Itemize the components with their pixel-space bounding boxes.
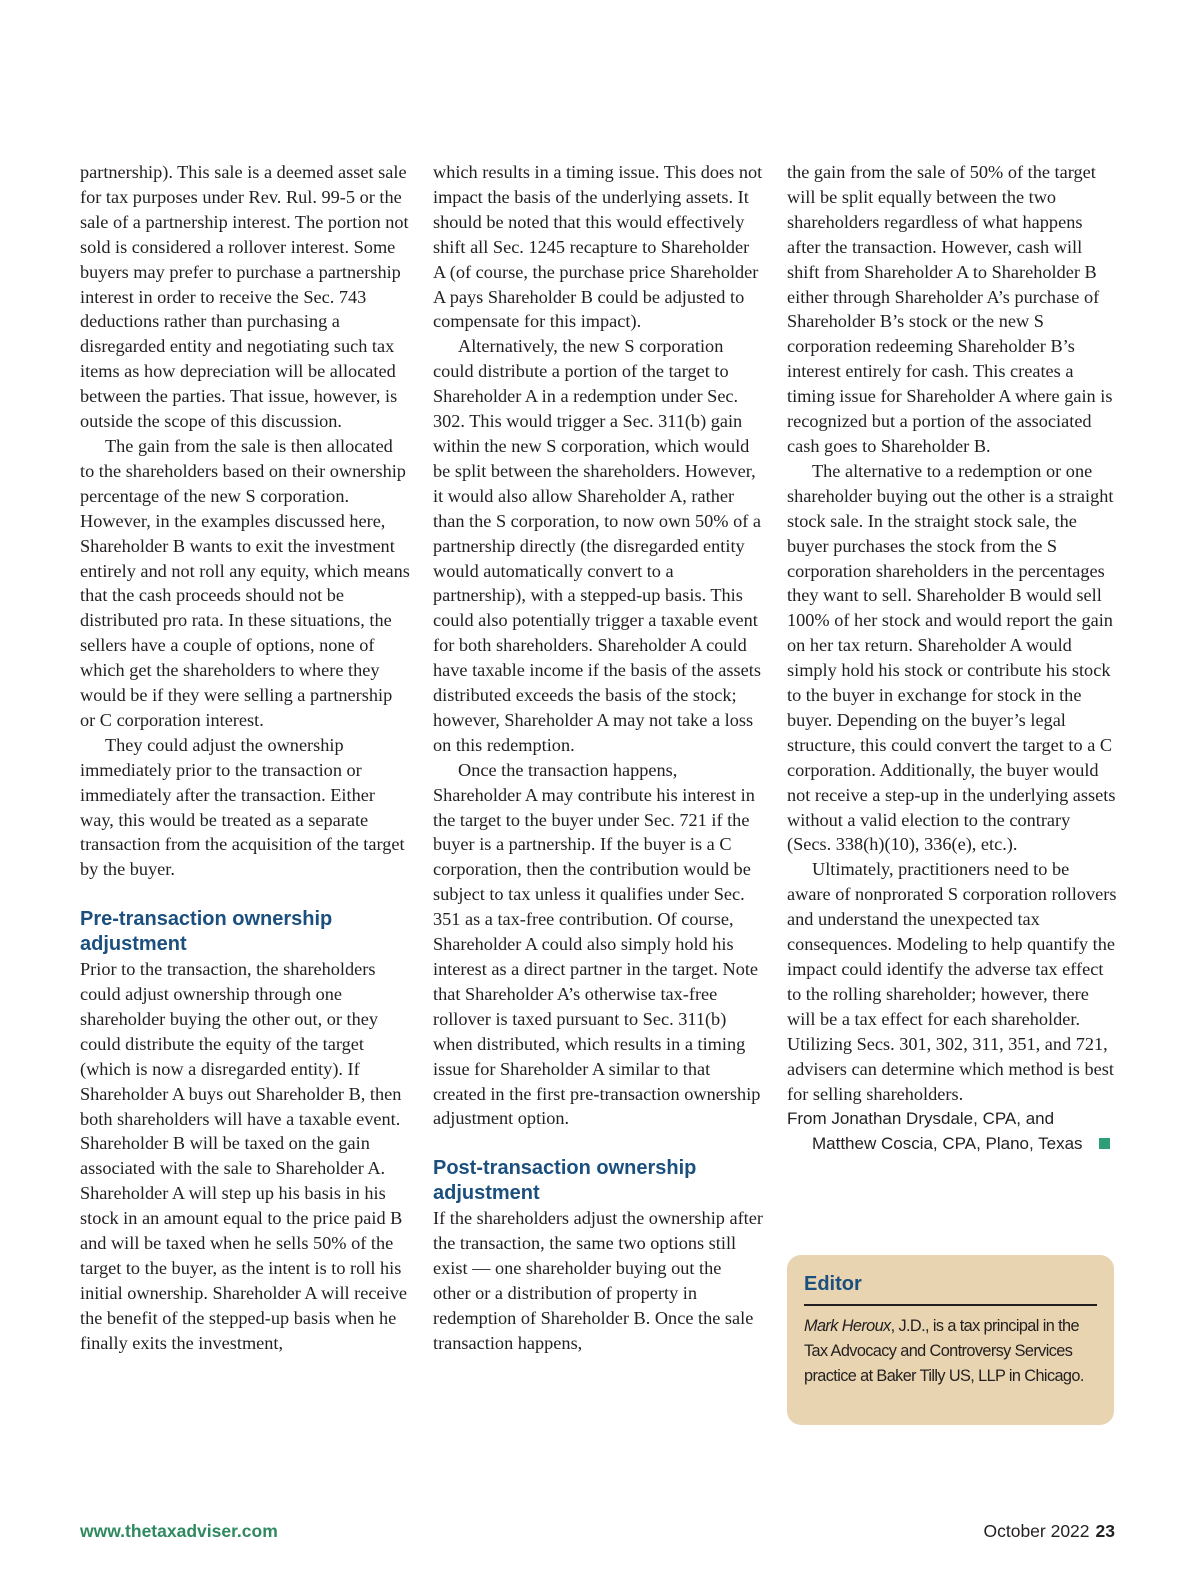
byline-text: From Jonathan Drysdale, CPA, and Matthew Coscia, CPA, Plano, Texas <box>787 1109 1083 1154</box>
editor-sidebar-box <box>787 1255 1114 1425</box>
paragraph: They could adjust the ownership immediately prior to the transaction or immediately after the transaction. Either way, this would be treated as a separate transaction from the acquisition of the target by the buyer. <box>80 734 405 880</box>
text-column-2 <box>433 160 763 1356</box>
paragraph: the gain from the sale of 50% of the target will be split equally between the two shareholders regardless of what happens after the transaction. However, cash will shift from Shareholder A to Shareholder B either through Shareholder A’s purchase of Shareholder B’s stock or the new S corporation redeeming Shareholder B’s interest entirely for cash. This creates a timing issue for Shareholder A where gain is recognized but a portion of the associated cash goes to Shareholder B. <box>787 162 1113 456</box>
text-column-3 <box>787 160 1117 1156</box>
editor-bio <box>804 1314 1097 1389</box>
paragraph: Once the transaction happens, Shareholder A may contribute his interest in the target to the buyer under Sec. 721 if the buyer is a partnership. If the buyer is a C corporation, then the contribution would be subject to tax unless it qualifies under Sec. 351 as a tax-free contribution. Of course, Shareholder A could also simply hold his interest as a direct partner in the target. Note that Shareholder A’s otherwise tax-free rollover is taxed pursuant to Sec. 311(b) when distributed, which results in a timing issue for Shareholder A similar to that created in the first pre-transaction ownership adjustment option. <box>433 759 761 1129</box>
footer-website-link[interactable]: www.thetaxadviser.com <box>80 1521 278 1541</box>
end-of-article-icon <box>1099 1138 1110 1149</box>
paragraph: Alternatively, the new S corporation could distribute a portion of the target to Shareholder A in a redemption under Sec. 302. This would trigger a Sec. 311(b) gain within the new S corporation, which would be split between the shareholders. However, it would also allow Shareholder A, rather than the S corporation, to now own 50% of a partnership directly (the disregarded entity would automatically convert to a partnership), with a stepped-up basis. This could also potentially trigger a taxable event for both shareholders. Shareholder A could have taxable income if the basis of the assets distributed exceeds the basis of the stock; however, Shareholder A may not take a loss on this redemption. <box>433 336 761 755</box>
paragraph: The alternative to a redemption or one shareholder buying out the other is a straight stock sale. In the straight stock sale, the buyer purchases the stock from the S corporation shareholders in the percentages they want to sell. Shareholder B would sell 100% of her stock and would report the gain on her tax return. Shareholder A would simply hold his stock or contribute his stock to the buyer in exchange for stock in the buyer. Depending on the buyer’s legal structure, this could convert the target to a C corporation. Additionally, the buyer would not receive a step-up in the underlying assets without a valid election to the contrary (Secs. 338(h)(10), 336(e), etc.). <box>787 460 1116 855</box>
page-number: 23 <box>1095 1521 1115 1541</box>
paragraph: If the shareholders adjust the ownership after the transaction, the same two options still exist — one shareholder buying out the other or a distribution of property in redemption of Shareholder B. Once the sale transaction happens, <box>433 1208 763 1353</box>
footer-date: October 2022 <box>983 1521 1090 1541</box>
footer-page-info <box>983 1521 1115 1542</box>
section-heading-pre-transaction: Pre-transaction ownership adjustment <box>80 908 333 956</box>
editor-title: Editor <box>804 1271 1097 1306</box>
text-column-1 <box>80 160 410 1356</box>
paragraph: The gain from the sale is then allocated to the shareholders based on their ownership percentage of the new S corporation. However, in the examples discussed here, Shareholder B wants to exit the investment entirely and not roll any equity, which means that the cash proceeds should not be distributed pro rata. In these situations, the sellers have a couple of options, none of which get the shareholders to where they would be if they were selling a partnership or C corporation interest. <box>80 435 410 730</box>
paragraph: Ultimately, practitioners need to be aware of nonprorated S corporation rollovers and understand the unexpected tax consequences. Modeling to help quantify the impact could identify the adverse tax effect to the rolling shareholder; however, there will be a tax effect for each shareholder. Utilizing Secs. 301, 302, 311, 351, and 721, advisers can determine which method is best for selling shareholders. <box>787 859 1117 1104</box>
section-heading-post-transaction: Post-transaction ownership adjustment <box>433 1157 697 1205</box>
paragraph: partnership). This sale is a deemed asset sale for tax purposes under Rev. Rul. 99-5 or the sale of a partnership interest. The portion not sold is considered a rollover interest. Some buyers may prefer to purchase a partnership interest in order to receive the Sec. 743 deductions rather than purchasing a disregarded entity and negotiating such tax items as how depreciation will be allocated between the parties. That issue, however, is outside the scope of this discussion. <box>80 162 409 432</box>
editor-bio-text: , J.D., is a tax principal in the Tax Advocacy and Controversy Services practice at Baker Tilly US, LLP in Chicago. <box>804 1317 1084 1385</box>
paragraph: which results in a timing issue. This does not impact the basis of the underlying assets. It should be noted that this would effectively shift all Sec. 1245 recapture to Shareholder A (of course, the purchase price Shareholder A pays Shareholder B could be adjusted to compensate for this impact). <box>433 162 763 332</box>
editor-name: Mark Heroux <box>804 1317 891 1335</box>
author-byline <box>787 1106 1117 1156</box>
paragraph: Prior to the transaction, the shareholders could adjust ownership through one shareholder buying the other out, or they could distribute the equity of the target (which is now a disregarded entity). If Shareholder A buys out Shareholder B, then both shareholders will have a taxable event. Shareholder B will be taxed on the gain associated with the sale to Shareholder A. Shareholder A will step up his basis in his stock in an amount equal to the price paid B and will be taxed when he sells 50% of the target to the buyer, as the intent is to roll his initial ownership. Shareholder A will receive the benefit of the stepped-up basis when he finally exits the investment, <box>80 959 407 1353</box>
